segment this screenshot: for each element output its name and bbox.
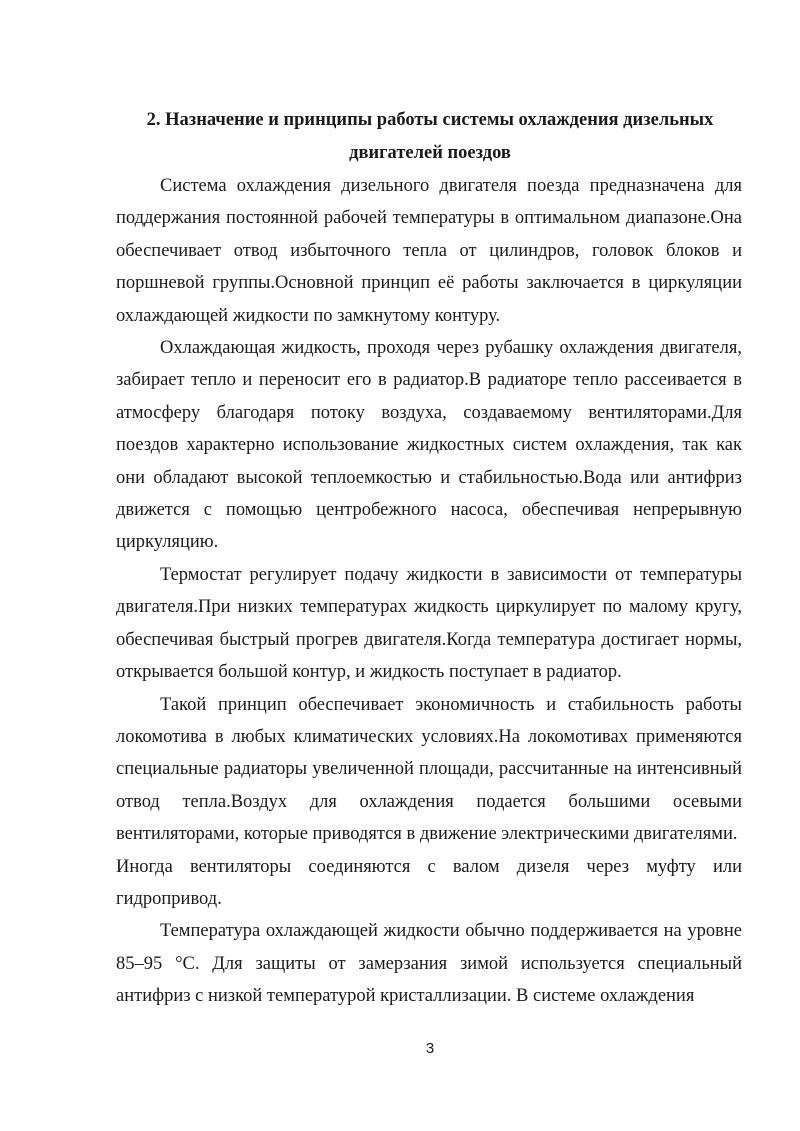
paragraph-1: Система охлаждения дизельного двигателя поезда предназначена для поддержания постоянной рабочей температуры в оптимальном диапазоне.Она обеспечивает отвод избыточного тепла от цилиндров, головок блоков и поршневой группы.Основной принцип её работы заключается в циркуляции охлаждающей жидкости по замкнутому контуру. xyxy=(116,176,742,326)
paragraph-4: Такой принцип обеспечивает экономичность и стабильность работы локомотива в любых климатических условиях.На локомотивах применяются специальные радиаторы увеличенной площади, рассчитанные на интенсивный отвод тепла.Воздух для охлаждения подается большими осевыми вентиляторами, которые приводятся в движение электрическими двигателями. xyxy=(116,694,742,845)
body-text xyxy=(116,170,742,1013)
paragraph-6: Температура охлаждающей жидкости обычно поддерживается на уровне 85–95 °С. Для защиты от замерзания зимой используется специальный антифриз с низкой температурой кристаллизации. В системе охлаждения xyxy=(116,921,742,1007)
paragraph-2: Охлаждающая жидкость, проходя через рубашку охлаждения двигателя, забирает тепло и переносит его в радиатор.В радиаторе тепло рассеивается в атмосферу благодаря потоку воздуха, создаваемому вентиляторами.Для поездов характерно использование жидкостных систем охлаждения, так как они обладают высокой теплоемкостью и стабильностью.Вода или антифриз движется с помощью центробежного насоса, обеспечивая непрерывную циркуляцию. xyxy=(116,338,742,553)
paragraph-3: Термостат регулирует подачу жидкости в зависимости от температуры двигателя.При низких температурах жидкость циркулирует по малому кругу, обеспечивая быстрый прогрев двигателя.Когда температура достигает нормы, открывается большой контур, и жидкость поступает в радиатор. xyxy=(116,564,742,683)
paragraph-5: Иногда вентиляторы соединяются с валом дизеля через муфту или гидропривод. xyxy=(116,856,742,909)
page-number: 3 xyxy=(425,1040,435,1057)
section-heading: 2. Назначение и принципы работы системы охлаждения дизельных двигателей поездов xyxy=(146,110,714,163)
